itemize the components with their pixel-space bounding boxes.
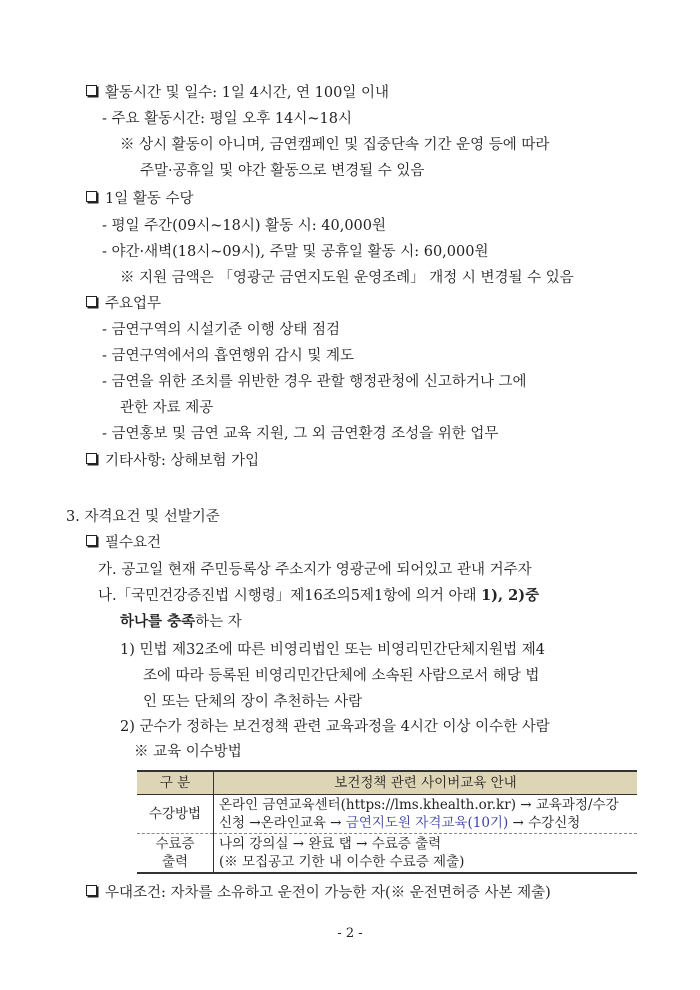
text: 우대조건: 자차를 소유하고 운전이 가능한 자(※ 운전면허증 사본 제출) bbox=[105, 885, 551, 901]
text: (※ 모집공고 기한 내 이수한 수료증 제출) bbox=[219, 854, 465, 870]
checkbox-bullet-icon bbox=[86, 191, 97, 202]
text: → 수강신청 bbox=[508, 815, 581, 831]
text: 출력 bbox=[161, 854, 189, 870]
required-title bbox=[86, 533, 161, 553]
allowance-weekday: - 평일 주간(09시~18시) 활동 시: 40,000원 bbox=[102, 218, 386, 234]
text: 나.「국민건강증진법 시행령」제16조의5제1항에 의거 아래 bbox=[98, 588, 482, 604]
text: 활동시간 및 일수: 1일 4시간, 연 100일 이내 bbox=[105, 85, 389, 101]
allowance-night: - 야간·새벽(18시~09시), 주말 및 공휴일 활동 시: 60,000원 bbox=[102, 244, 489, 260]
course-name: 금연지도원 자격교육(10기) bbox=[345, 815, 509, 831]
hours-note-cont: 주말·공휴일 및 야간 활동으로 변경될 수 있음 bbox=[140, 163, 425, 179]
sub-item-1-cont: 인 또는 단체의 장이 추천하는 사람 bbox=[143, 694, 363, 710]
allowance-note: ※ 지원 금액은 「영광군 금연지도원 운영조례」 개정 시 변경될 수 있음 bbox=[120, 270, 574, 286]
row-content bbox=[214, 834, 638, 874]
preference bbox=[86, 883, 551, 903]
edu-note: ※ 교육 이수방법 bbox=[134, 744, 242, 760]
activity-hours-title bbox=[86, 83, 389, 103]
item-na-cont bbox=[120, 612, 242, 632]
checkbox-bullet-icon bbox=[86, 885, 97, 896]
sub-item-2: 2) 군수가 정하는 보건정책 관련 교육과정을 4시간 이상 이수한 사람 bbox=[120, 719, 550, 735]
section-heading: 3. 자격요건 및 선발기준 bbox=[66, 509, 220, 525]
item-na bbox=[98, 586, 539, 606]
text: 기타사항: 상해보험 가입 bbox=[105, 453, 260, 469]
education-table bbox=[137, 770, 637, 874]
duty-item: - 금연홍보 및 금연 교육 지원, 그 외 금연환경 조성을 위한 업무 bbox=[102, 426, 499, 442]
bold-text: 하나를 충족 bbox=[120, 613, 196, 630]
duty-item: - 금연을 위한 조치를 위반한 경우 관할 행정관청에 신고하거나 그에 bbox=[102, 374, 527, 390]
duty-item: - 금연구역에서의 흡연행위 감시 및 계도 bbox=[102, 348, 355, 364]
row-content bbox=[214, 795, 638, 834]
sub-item-1: 1) 민법 제32조에 따른 비영리법인 또는 비영리민간단체지원법 제4 bbox=[120, 642, 545, 658]
header-cell: 보건정책 관련 사이버교육 안내 bbox=[214, 771, 638, 795]
etc-info bbox=[86, 451, 259, 471]
text: 하는 자 bbox=[195, 614, 242, 630]
text-line bbox=[219, 814, 632, 832]
table-row bbox=[137, 834, 637, 874]
hours-note: ※ 상시 활동이 아니며, 금연캠페인 및 집중단속 기간 운영 등에 따라 bbox=[120, 137, 550, 153]
text: 주요업무 bbox=[105, 296, 162, 312]
checkbox-bullet-icon bbox=[86, 85, 97, 96]
text: 필수요건 bbox=[105, 535, 162, 551]
header-cell: 구 분 bbox=[137, 771, 214, 795]
main-hours: - 주요 활동시간: 평일 오후 14시~18시 bbox=[102, 111, 352, 127]
duty-item-cont: 관한 자료 제공 bbox=[120, 400, 214, 416]
sub-item-1-cont: 조에 따라 등록된 비영리민간단체에 소속된 사람으로서 해당 법 bbox=[143, 668, 540, 684]
text: 나의 강의실 → 완료 탭 → 수료증 출력 bbox=[219, 836, 442, 852]
row-label bbox=[137, 834, 214, 874]
checkbox-bullet-icon bbox=[86, 296, 97, 307]
bold-text: 1), 2)중 bbox=[481, 587, 540, 604]
duty-item: - 금연구역의 시설기준 이행 상태 점검 bbox=[102, 322, 341, 338]
checkbox-bullet-icon bbox=[86, 453, 97, 464]
text: 신청 →온라인교육 → bbox=[219, 815, 346, 831]
table-row bbox=[137, 795, 637, 834]
text: 수료증 bbox=[155, 836, 195, 852]
table-header-row bbox=[137, 771, 637, 795]
allowance-title bbox=[86, 189, 193, 209]
text: 1일 활동 수당 bbox=[105, 191, 194, 207]
text: 온라인 금연교육센터(https://lms.khealth.or.kr) → 교육과정/수강 bbox=[219, 797, 619, 813]
checkbox-bullet-icon bbox=[86, 535, 97, 546]
item-ga: 가. 공고일 현재 주민등록상 주소지가 영광군에 되어있고 관내 거주자 bbox=[98, 562, 532, 578]
page-number: - 2 - bbox=[337, 926, 363, 941]
row-label: 수강방법 bbox=[137, 795, 214, 834]
duties-title bbox=[86, 294, 161, 314]
